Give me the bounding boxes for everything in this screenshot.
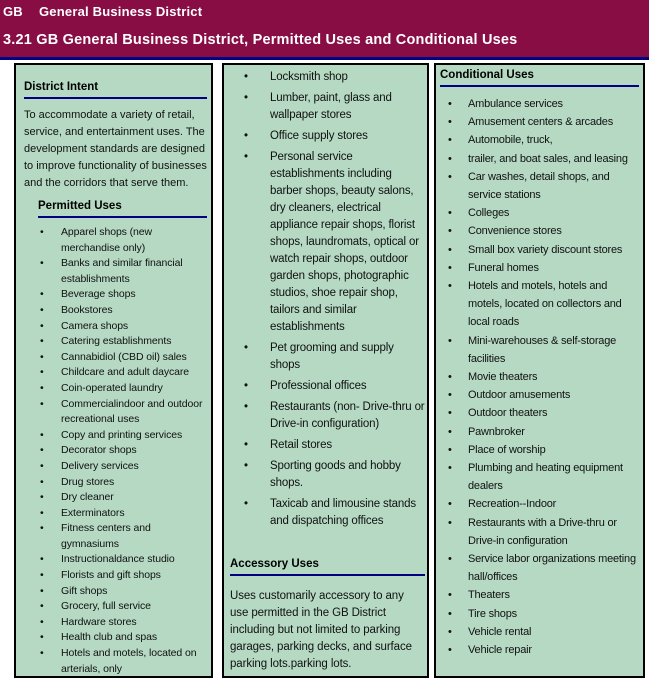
list-item: • Place of worship bbox=[440, 441, 639, 459]
list-item: • trailer, and boat sales, and leasing bbox=[440, 150, 639, 168]
list-item: • Outdoor theaters bbox=[440, 404, 639, 422]
list-item: • Movie theaters bbox=[440, 368, 639, 386]
list-item: • Office supply stores bbox=[242, 128, 425, 145]
list-item: • Gift shops bbox=[38, 584, 207, 600]
list-item: • Recreation--Indoor bbox=[440, 495, 639, 513]
list-item: • Locksmith shop bbox=[242, 69, 425, 86]
list-item: • Instructionaldance studio bbox=[38, 552, 207, 568]
list-item: • Drug stores bbox=[38, 475, 207, 491]
list-item: • Pawnbroker bbox=[440, 423, 639, 441]
list-item: • Dry cleaner bbox=[38, 490, 207, 506]
list-item: • Camera shops bbox=[38, 319, 207, 335]
list-item: • Commercialindoor and outdoor recreational uses bbox=[38, 397, 207, 428]
district-intent-heading: District Intent bbox=[24, 81, 207, 99]
list-item: • Colleges bbox=[440, 204, 639, 222]
list-item: • Banks and similar financial establishments bbox=[38, 256, 207, 287]
list-item: • Vehicle repair bbox=[440, 641, 639, 659]
list-item: • Decorator shops bbox=[38, 443, 207, 459]
list-item: • Grocery, full service bbox=[38, 599, 207, 615]
list-item: • Coin-operated laundry bbox=[38, 381, 207, 397]
permitted-uses-continued-panel bbox=[222, 63, 429, 678]
list-item: • Copy and printing services bbox=[38, 428, 207, 444]
header-line1 bbox=[0, 0, 649, 19]
list-item: • Mini-warehouses & self-storage facilities bbox=[440, 332, 639, 368]
list-item: • Cannabidiol (CBD oil) sales bbox=[38, 350, 207, 366]
list-item: • Apparel shops (new merchandise only) bbox=[38, 225, 207, 256]
list-item: • Beverage shops bbox=[38, 287, 207, 303]
list-item: • Fitness centers and gymnasiums bbox=[38, 521, 207, 552]
list-item: • Service labor organizations meeting hall/offices bbox=[440, 550, 639, 586]
permitted-uses-list bbox=[24, 223, 207, 677]
list-item: • Catering establishments bbox=[38, 334, 207, 350]
list-item: • Amusement centers & arcades bbox=[440, 113, 639, 131]
conditional-uses-heading: Conditional Uses bbox=[440, 69, 639, 87]
content-columns bbox=[14, 63, 649, 678]
list-item: • Convenience stores bbox=[440, 222, 639, 240]
list-item: • Sporting goods and hobby shops. bbox=[242, 458, 425, 492]
conditional-uses-panel bbox=[434, 63, 645, 678]
list-item: • Delivery services bbox=[38, 459, 207, 475]
list-item: • Hotels and motels, hotels and motels, located on collectors and local roads bbox=[440, 277, 639, 332]
conditional-uses-list bbox=[440, 91, 639, 659]
permitted-uses-list-continued bbox=[230, 69, 425, 530]
list-item: • Exterminators bbox=[38, 506, 207, 522]
list-item: • Car washes, detail shops, and service stations bbox=[440, 168, 639, 204]
section-title: 3.21 GB General Business District, Permitted Uses and Conditional Uses bbox=[3, 32, 518, 48]
list-item: • Hotels and motels, located on arterials, only bbox=[38, 646, 207, 677]
list-item: • Retail stores bbox=[242, 437, 425, 454]
list-item: • Tire shops bbox=[440, 605, 639, 623]
list-item: • Ambulance services bbox=[440, 95, 639, 113]
list-item: • Theaters bbox=[440, 586, 639, 604]
accessory-uses-heading: Accessory Uses bbox=[230, 558, 425, 576]
list-item: • Restaurants (non- Drive-thru or Drive-in configuration) bbox=[242, 399, 425, 433]
district-intent-body: To accommodate a variety of retail, service, and entertainment uses. The development standards are designed to improve functionality of businesses and the corridors that serve them. bbox=[24, 109, 207, 189]
page-header bbox=[0, 0, 649, 60]
list-item: • Florists and gift shops bbox=[38, 568, 207, 584]
list-item: • Bookstores bbox=[38, 303, 207, 319]
list-item: • Small box variety discount stores bbox=[440, 241, 639, 259]
list-item: • Outdoor amusements bbox=[440, 386, 639, 404]
list-item: • Professional offices bbox=[242, 378, 425, 395]
list-item: • Hardware stores bbox=[38, 615, 207, 631]
list-item: • Lumber, paint, glass and wallpaper stores bbox=[242, 90, 425, 124]
list-item: • Personal service establishments including barber shops, beauty salons, dry cleaners, electrical appliance repair shops, florist shops, laundromats, optical or watch repair shops, outdoor garden shops, photographic studios, shoe repair shop, tailors and similar establishments bbox=[242, 149, 425, 336]
list-item: • Plumbing and heating equipment dealers bbox=[440, 459, 639, 495]
district-intent-panel bbox=[14, 63, 213, 678]
list-item: • Health club and spas bbox=[38, 630, 207, 646]
list-item: • Taxicab and limousine stands and dispatching offices bbox=[242, 496, 425, 530]
district-title: General Business District bbox=[39, 4, 203, 19]
list-item: • Automobile, truck, bbox=[440, 131, 639, 149]
list-item: • Pet grooming and supply shops bbox=[242, 340, 425, 374]
district-code: GB bbox=[3, 4, 23, 19]
accessory-uses-body: Uses customarily accessory to any use permitted in the GB District including but not limited to parking garages, parking decks, and surface parking lots.parking lots. bbox=[230, 590, 412, 670]
list-item: • Vehicle rental bbox=[440, 623, 639, 641]
list-item: • Funeral homes bbox=[440, 259, 639, 277]
list-item: • Restaurants with a Drive-thru or Drive-in configuration bbox=[440, 514, 639, 550]
accessory-uses-section bbox=[230, 558, 425, 673]
permitted-uses-heading: Permitted Uses bbox=[38, 200, 207, 218]
list-item: • Childcare and adult daycare bbox=[38, 365, 207, 381]
